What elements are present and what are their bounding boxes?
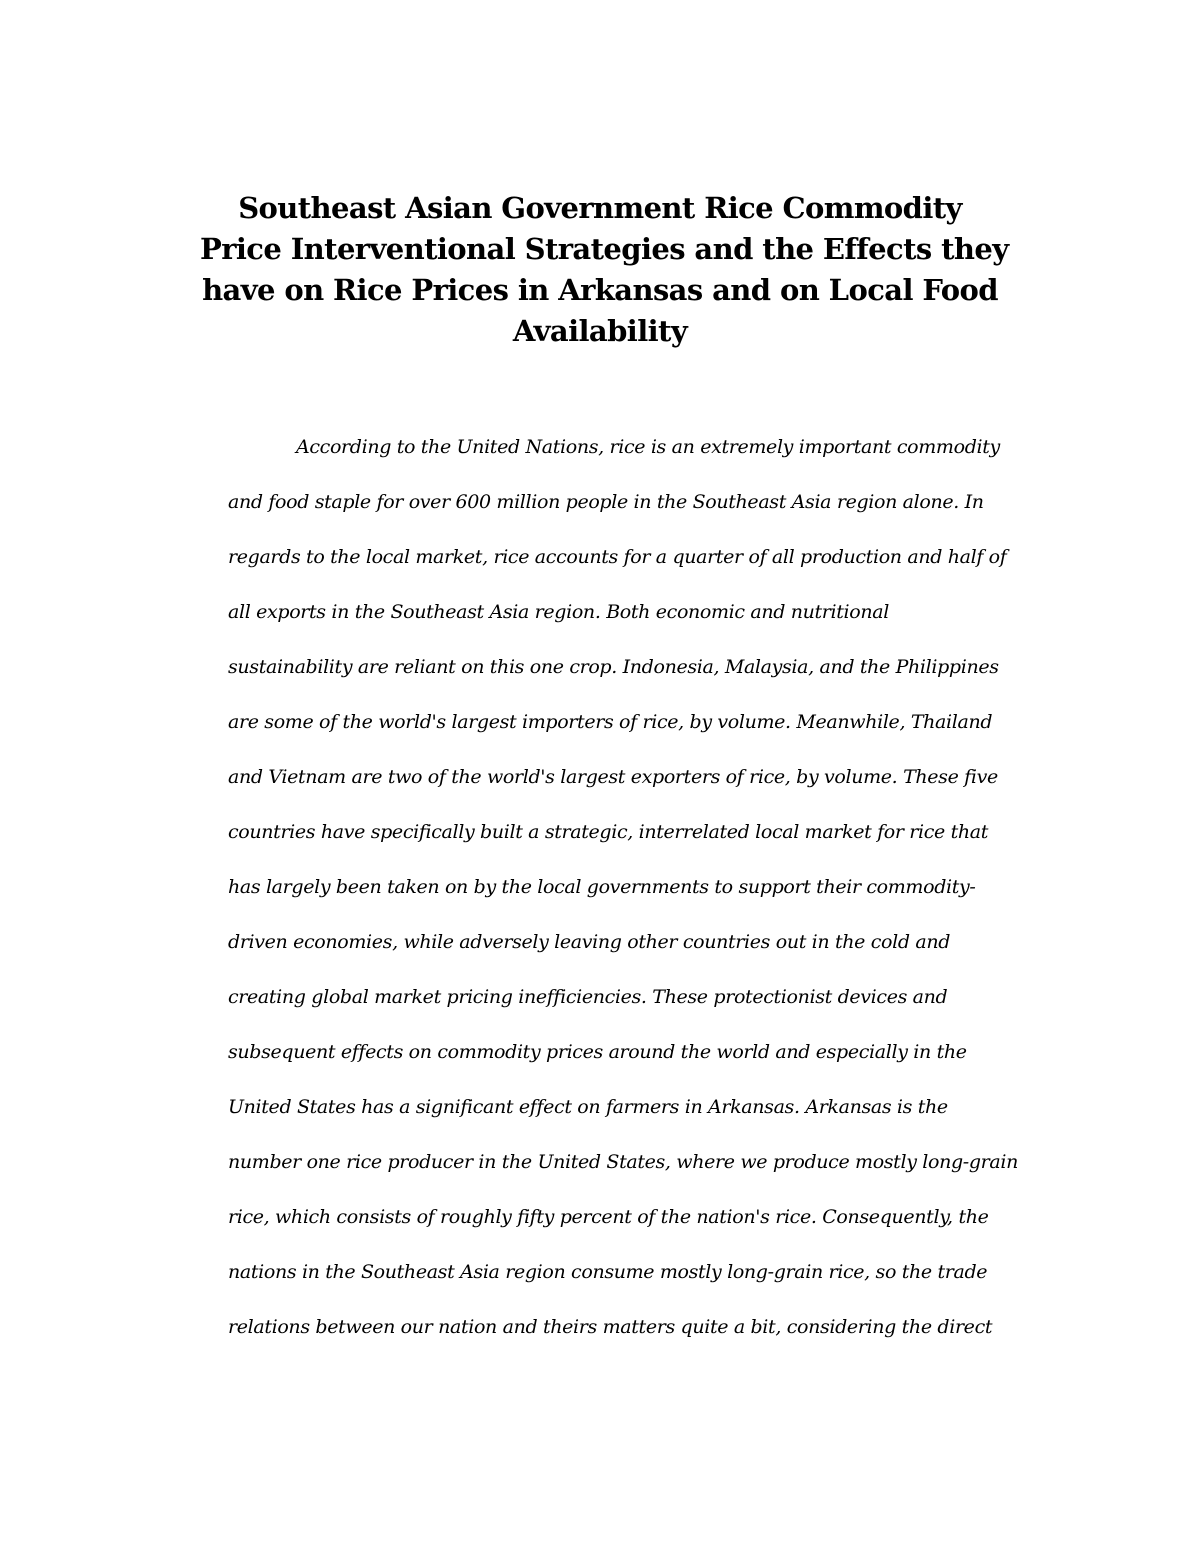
- body-line: subsequent effects on commodity prices around the world and especially in the: [228, 1041, 967, 1063]
- document-title: [200, 188, 1009, 352]
- body-line: rice, which consists of roughly fifty percent of the nation's rice. Consequently, the: [228, 1206, 989, 1228]
- title-line: Price Interventional Strategies and the Effects they: [200, 232, 1009, 266]
- body-line: number one rice producer in the United States, where we produce mostly long-grain: [228, 1151, 1018, 1173]
- body-line: are some of the world's largest importers of rice, by volume. Meanwhile, Thailand: [228, 711, 993, 733]
- body-line: and Vietnam are two of the world's largest exporters of rice, by volume. These five: [228, 766, 998, 788]
- title-line: Southeast Asian Government Rice Commodity: [238, 191, 962, 225]
- body-paragraph: [228, 428, 1048, 1363]
- body-line: all exports in the Southeast Asia region. Both economic and nutritional: [228, 601, 889, 623]
- body-line: and food staple for over 600 million people in the Southeast Asia region alone. In: [228, 491, 984, 513]
- body-line: has largely been taken on by the local governments to support their commodity-: [228, 876, 976, 898]
- body-line: countries have specifically built a strategic, interrelated local market for rice that: [228, 821, 989, 843]
- body-line: relations between our nation and theirs matters quite a bit, considering the direct: [228, 1316, 993, 1338]
- body-line: United States has a significant effect on farmers in Arkansas. Arkansas is the: [228, 1096, 948, 1118]
- body-line: nations in the Southeast Asia region consume mostly long-grain rice, so the trade: [228, 1261, 988, 1283]
- body-line: According to the United Nations, rice is an extremely important commodity: [296, 436, 1000, 458]
- title-line: Availability: [512, 314, 688, 348]
- body-line: regards to the local market, rice accounts for a quarter of all production and half of: [228, 546, 1007, 568]
- title-line: have on Rice Prices in Arkansas and on Local Food: [202, 273, 998, 307]
- body-line: sustainability are reliant on this one crop. Indonesia, Malaysia, and the Philippines: [228, 656, 999, 678]
- body-line: creating global market pricing inefficiencies. These protectionist devices and: [228, 986, 948, 1008]
- body-line: driven economies, while adversely leaving other countries out in the cold and: [228, 931, 951, 953]
